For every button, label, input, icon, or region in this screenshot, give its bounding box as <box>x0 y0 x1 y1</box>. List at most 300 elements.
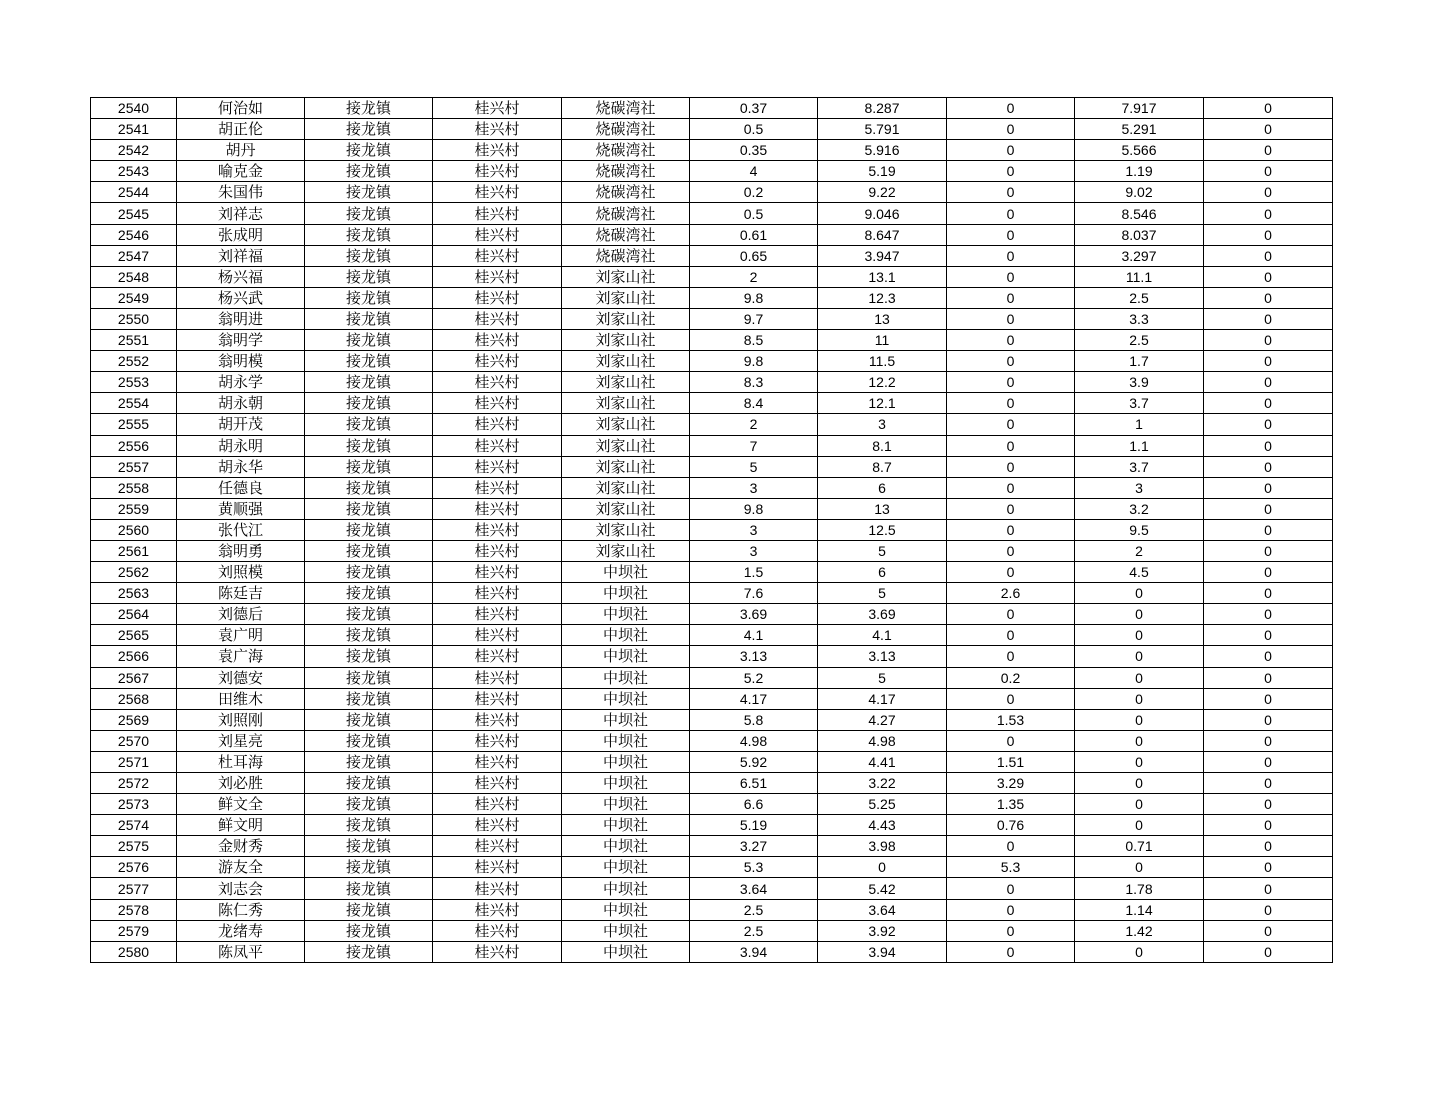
table-row <box>91 604 1333 625</box>
group-cell: 烧碳湾社 <box>562 98 690 119</box>
row-number-cell: 2547 <box>91 245 177 266</box>
value-e-cell: 0 <box>1204 899 1333 920</box>
value-e-cell: 0 <box>1204 540 1333 561</box>
value-c-cell: 0 <box>947 98 1075 119</box>
row-number-cell: 2574 <box>91 815 177 836</box>
table-row <box>91 688 1333 709</box>
town-cell: 接龙镇 <box>305 372 433 393</box>
village-cell: 桂兴村 <box>433 688 562 709</box>
row-number-cell: 2558 <box>91 477 177 498</box>
town-cell: 接龙镇 <box>305 836 433 857</box>
village-cell: 桂兴村 <box>433 646 562 667</box>
value-d-cell: 7.917 <box>1075 98 1204 119</box>
value-a-cell: 3 <box>690 477 818 498</box>
name-cell: 胡正伦 <box>177 119 305 140</box>
table-row <box>91 667 1333 688</box>
value-c-cell: 0 <box>947 330 1075 351</box>
row-number-cell: 2562 <box>91 562 177 583</box>
town-cell: 接龙镇 <box>305 182 433 203</box>
table-row <box>91 562 1333 583</box>
group-cell: 中坝社 <box>562 941 690 962</box>
value-a-cell: 0.37 <box>690 98 818 119</box>
village-cell: 桂兴村 <box>433 140 562 161</box>
value-e-cell: 0 <box>1204 646 1333 667</box>
group-cell: 中坝社 <box>562 730 690 751</box>
value-a-cell: 0.65 <box>690 245 818 266</box>
town-cell: 接龙镇 <box>305 224 433 245</box>
name-cell: 翁明勇 <box>177 540 305 561</box>
value-a-cell: 5.8 <box>690 709 818 730</box>
value-e-cell: 0 <box>1204 456 1333 477</box>
value-c-cell: 0 <box>947 393 1075 414</box>
village-cell: 桂兴村 <box>433 815 562 836</box>
village-cell: 桂兴村 <box>433 182 562 203</box>
table-row <box>91 941 1333 962</box>
name-cell: 陈凤平 <box>177 941 305 962</box>
value-d-cell: 5.566 <box>1075 140 1204 161</box>
value-d-cell: 1.7 <box>1075 351 1204 372</box>
village-cell: 桂兴村 <box>433 477 562 498</box>
value-e-cell: 0 <box>1204 330 1333 351</box>
table-row <box>91 414 1333 435</box>
village-cell: 桂兴村 <box>433 794 562 815</box>
value-e-cell: 0 <box>1204 498 1333 519</box>
value-c-cell: 0 <box>947 203 1075 224</box>
value-c-cell: 0.2 <box>947 667 1075 688</box>
table-row <box>91 646 1333 667</box>
group-cell: 刘家山社 <box>562 435 690 456</box>
value-d-cell: 2 <box>1075 540 1204 561</box>
value-c-cell: 1.35 <box>947 794 1075 815</box>
village-cell: 桂兴村 <box>433 709 562 730</box>
group-cell: 烧碳湾社 <box>562 161 690 182</box>
value-b-cell: 5 <box>818 583 947 604</box>
table-row <box>91 435 1333 456</box>
village-cell: 桂兴村 <box>433 751 562 772</box>
value-e-cell: 0 <box>1204 794 1333 815</box>
town-cell: 接龙镇 <box>305 308 433 329</box>
group-cell: 烧碳湾社 <box>562 245 690 266</box>
data-table <box>90 97 1333 963</box>
value-a-cell: 0.35 <box>690 140 818 161</box>
group-cell: 刘家山社 <box>562 498 690 519</box>
group-cell: 中坝社 <box>562 667 690 688</box>
value-c-cell: 0 <box>947 920 1075 941</box>
table-row <box>91 456 1333 477</box>
value-e-cell: 0 <box>1204 688 1333 709</box>
town-cell: 接龙镇 <box>305 857 433 878</box>
village-cell: 桂兴村 <box>433 330 562 351</box>
village-cell: 桂兴村 <box>433 941 562 962</box>
value-e-cell: 0 <box>1204 393 1333 414</box>
value-b-cell: 0 <box>818 857 947 878</box>
value-d-cell: 1.78 <box>1075 878 1204 899</box>
value-a-cell: 4.17 <box>690 688 818 709</box>
table-row <box>91 583 1333 604</box>
group-cell: 刘家山社 <box>562 287 690 308</box>
value-a-cell: 7 <box>690 435 818 456</box>
name-cell: 刘照刚 <box>177 709 305 730</box>
value-a-cell: 1.5 <box>690 562 818 583</box>
value-b-cell: 4.43 <box>818 815 947 836</box>
table-row <box>91 857 1333 878</box>
value-d-cell: 5.291 <box>1075 119 1204 140</box>
table-row <box>91 351 1333 372</box>
value-a-cell: 3.64 <box>690 878 818 899</box>
value-d-cell: 9.5 <box>1075 519 1204 540</box>
value-d-cell: 0 <box>1075 794 1204 815</box>
town-cell: 接龙镇 <box>305 899 433 920</box>
group-cell: 刘家山社 <box>562 372 690 393</box>
row-number-cell: 2569 <box>91 709 177 730</box>
value-b-cell: 5.19 <box>818 161 947 182</box>
value-c-cell: 0 <box>947 308 1075 329</box>
group-cell: 中坝社 <box>562 836 690 857</box>
name-cell: 张成明 <box>177 224 305 245</box>
value-e-cell: 0 <box>1204 119 1333 140</box>
value-b-cell: 4.41 <box>818 751 947 772</box>
village-cell: 桂兴村 <box>433 604 562 625</box>
value-e-cell: 0 <box>1204 140 1333 161</box>
village-cell: 桂兴村 <box>433 203 562 224</box>
value-e-cell: 0 <box>1204 604 1333 625</box>
group-cell: 刘家山社 <box>562 351 690 372</box>
value-c-cell: 0 <box>947 287 1075 308</box>
table-row <box>91 773 1333 794</box>
value-e-cell: 0 <box>1204 224 1333 245</box>
value-e-cell: 0 <box>1204 836 1333 857</box>
village-cell: 桂兴村 <box>433 287 562 308</box>
group-cell: 烧碳湾社 <box>562 224 690 245</box>
name-cell: 杜耳海 <box>177 751 305 772</box>
value-a-cell: 5.92 <box>690 751 818 772</box>
value-a-cell: 0.2 <box>690 182 818 203</box>
value-b-cell: 5.42 <box>818 878 947 899</box>
village-cell: 桂兴村 <box>433 119 562 140</box>
table-row <box>91 751 1333 772</box>
town-cell: 接龙镇 <box>305 477 433 498</box>
name-cell: 龙绪寿 <box>177 920 305 941</box>
group-cell: 刘家山社 <box>562 456 690 477</box>
value-b-cell: 8.647 <box>818 224 947 245</box>
group-cell: 中坝社 <box>562 583 690 604</box>
group-cell: 刘家山社 <box>562 477 690 498</box>
value-b-cell: 11.5 <box>818 351 947 372</box>
row-number-cell: 2548 <box>91 266 177 287</box>
value-e-cell: 0 <box>1204 287 1333 308</box>
value-b-cell: 6 <box>818 562 947 583</box>
group-cell: 中坝社 <box>562 709 690 730</box>
table-row <box>91 98 1333 119</box>
value-a-cell: 8.5 <box>690 330 818 351</box>
value-a-cell: 2.5 <box>690 899 818 920</box>
town-cell: 接龙镇 <box>305 435 433 456</box>
table-row <box>91 730 1333 751</box>
value-b-cell: 12.1 <box>818 393 947 414</box>
row-number-cell: 2556 <box>91 435 177 456</box>
value-a-cell: 4 <box>690 161 818 182</box>
town-cell: 接龙镇 <box>305 920 433 941</box>
value-b-cell: 12.2 <box>818 372 947 393</box>
value-b-cell: 3.947 <box>818 245 947 266</box>
value-c-cell: 0 <box>947 899 1075 920</box>
name-cell: 胡永明 <box>177 435 305 456</box>
name-cell: 刘必胜 <box>177 773 305 794</box>
name-cell: 胡开茂 <box>177 414 305 435</box>
value-e-cell: 0 <box>1204 751 1333 772</box>
town-cell: 接龙镇 <box>305 730 433 751</box>
value-e-cell: 0 <box>1204 477 1333 498</box>
village-cell: 桂兴村 <box>433 562 562 583</box>
table-row <box>91 519 1333 540</box>
value-d-cell: 1.42 <box>1075 920 1204 941</box>
row-number-cell: 2560 <box>91 519 177 540</box>
town-cell: 接龙镇 <box>305 625 433 646</box>
group-cell: 中坝社 <box>562 899 690 920</box>
town-cell: 接龙镇 <box>305 794 433 815</box>
group-cell: 烧碳湾社 <box>562 182 690 203</box>
row-number-cell: 2580 <box>91 941 177 962</box>
town-cell: 接龙镇 <box>305 562 433 583</box>
value-e-cell: 0 <box>1204 667 1333 688</box>
group-cell: 中坝社 <box>562 857 690 878</box>
row-number-cell: 2546 <box>91 224 177 245</box>
value-e-cell: 0 <box>1204 773 1333 794</box>
value-b-cell: 4.17 <box>818 688 947 709</box>
value-e-cell: 0 <box>1204 98 1333 119</box>
town-cell: 接龙镇 <box>305 667 433 688</box>
value-d-cell: 0 <box>1075 688 1204 709</box>
name-cell: 朱国伟 <box>177 182 305 203</box>
village-cell: 桂兴村 <box>433 540 562 561</box>
town-cell: 接龙镇 <box>305 709 433 730</box>
value-d-cell: 1 <box>1075 414 1204 435</box>
value-c-cell: 0 <box>947 498 1075 519</box>
value-c-cell: 0 <box>947 351 1075 372</box>
table-row <box>91 836 1333 857</box>
name-cell: 黄顺强 <box>177 498 305 519</box>
village-cell: 桂兴村 <box>433 878 562 899</box>
value-a-cell: 3.13 <box>690 646 818 667</box>
value-b-cell: 5 <box>818 540 947 561</box>
value-e-cell: 0 <box>1204 351 1333 372</box>
value-c-cell: 0 <box>947 540 1075 561</box>
village-cell: 桂兴村 <box>433 456 562 477</box>
table-row <box>91 330 1333 351</box>
value-e-cell: 0 <box>1204 266 1333 287</box>
group-cell: 中坝社 <box>562 815 690 836</box>
town-cell: 接龙镇 <box>305 498 433 519</box>
value-e-cell: 0 <box>1204 182 1333 203</box>
value-e-cell: 0 <box>1204 709 1333 730</box>
town-cell: 接龙镇 <box>305 203 433 224</box>
name-cell: 喻克金 <box>177 161 305 182</box>
value-b-cell: 4.1 <box>818 625 947 646</box>
table-row <box>91 203 1333 224</box>
value-c-cell: 0 <box>947 519 1075 540</box>
town-cell: 接龙镇 <box>305 456 433 477</box>
value-e-cell: 0 <box>1204 583 1333 604</box>
row-number-cell: 2575 <box>91 836 177 857</box>
value-d-cell: 9.02 <box>1075 182 1204 203</box>
village-cell: 桂兴村 <box>433 920 562 941</box>
value-c-cell: 0 <box>947 562 1075 583</box>
name-cell: 袁广海 <box>177 646 305 667</box>
table-body <box>91 98 1333 963</box>
village-cell: 桂兴村 <box>433 857 562 878</box>
name-cell: 胡丹 <box>177 140 305 161</box>
table-row <box>91 709 1333 730</box>
value-b-cell: 5.791 <box>818 119 947 140</box>
table-row <box>91 477 1333 498</box>
village-cell: 桂兴村 <box>433 667 562 688</box>
name-cell: 刘德安 <box>177 667 305 688</box>
value-d-cell: 1.19 <box>1075 161 1204 182</box>
value-d-cell: 8.546 <box>1075 203 1204 224</box>
value-d-cell: 1.14 <box>1075 899 1204 920</box>
value-a-cell: 9.8 <box>690 287 818 308</box>
value-d-cell: 3.9 <box>1075 372 1204 393</box>
village-cell: 桂兴村 <box>433 266 562 287</box>
value-a-cell: 6.6 <box>690 794 818 815</box>
row-number-cell: 2553 <box>91 372 177 393</box>
row-number-cell: 2549 <box>91 287 177 308</box>
value-d-cell: 0 <box>1075 709 1204 730</box>
village-cell: 桂兴村 <box>433 730 562 751</box>
value-b-cell: 5 <box>818 667 947 688</box>
value-e-cell: 0 <box>1204 878 1333 899</box>
value-b-cell: 3.94 <box>818 941 947 962</box>
village-cell: 桂兴村 <box>433 435 562 456</box>
group-cell: 中坝社 <box>562 751 690 772</box>
group-cell: 刘家山社 <box>562 266 690 287</box>
town-cell: 接龙镇 <box>305 287 433 308</box>
group-cell: 中坝社 <box>562 773 690 794</box>
row-number-cell: 2579 <box>91 920 177 941</box>
row-number-cell: 2559 <box>91 498 177 519</box>
table-row <box>91 498 1333 519</box>
value-d-cell: 3.297 <box>1075 245 1204 266</box>
value-c-cell: 0 <box>947 688 1075 709</box>
village-cell: 桂兴村 <box>433 625 562 646</box>
value-c-cell: 1.53 <box>947 709 1075 730</box>
value-a-cell: 9.8 <box>690 351 818 372</box>
value-a-cell: 2 <box>690 414 818 435</box>
value-b-cell: 3.69 <box>818 604 947 625</box>
table-row <box>91 119 1333 140</box>
table-row <box>91 878 1333 899</box>
village-cell: 桂兴村 <box>433 224 562 245</box>
village-cell: 桂兴村 <box>433 498 562 519</box>
village-cell: 桂兴村 <box>433 372 562 393</box>
group-cell: 中坝社 <box>562 625 690 646</box>
name-cell: 任德良 <box>177 477 305 498</box>
value-d-cell: 0 <box>1075 646 1204 667</box>
name-cell: 刘星亮 <box>177 730 305 751</box>
village-cell: 桂兴村 <box>433 393 562 414</box>
value-d-cell: 0 <box>1075 857 1204 878</box>
group-cell: 烧碳湾社 <box>562 119 690 140</box>
value-d-cell: 0 <box>1075 583 1204 604</box>
value-c-cell: 0 <box>947 646 1075 667</box>
value-a-cell: 2 <box>690 266 818 287</box>
value-e-cell: 0 <box>1204 519 1333 540</box>
name-cell: 刘照模 <box>177 562 305 583</box>
village-cell: 桂兴村 <box>433 899 562 920</box>
value-b-cell: 6 <box>818 477 947 498</box>
table-row <box>91 540 1333 561</box>
value-c-cell: 0 <box>947 730 1075 751</box>
value-e-cell: 0 <box>1204 245 1333 266</box>
name-cell: 杨兴福 <box>177 266 305 287</box>
value-c-cell: 0 <box>947 836 1075 857</box>
value-d-cell: 3.7 <box>1075 456 1204 477</box>
row-number-cell: 2564 <box>91 604 177 625</box>
name-cell: 田维木 <box>177 688 305 709</box>
name-cell: 翁明模 <box>177 351 305 372</box>
name-cell: 鲜文明 <box>177 815 305 836</box>
value-b-cell: 5.916 <box>818 140 947 161</box>
table-row <box>91 161 1333 182</box>
town-cell: 接龙镇 <box>305 815 433 836</box>
value-c-cell: 0.76 <box>947 815 1075 836</box>
town-cell: 接龙镇 <box>305 140 433 161</box>
row-number-cell: 2561 <box>91 540 177 561</box>
table-row <box>91 794 1333 815</box>
name-cell: 何治如 <box>177 98 305 119</box>
value-b-cell: 3.22 <box>818 773 947 794</box>
town-cell: 接龙镇 <box>305 688 433 709</box>
village-cell: 桂兴村 <box>433 245 562 266</box>
row-number-cell: 2557 <box>91 456 177 477</box>
value-e-cell: 0 <box>1204 857 1333 878</box>
name-cell: 胡永华 <box>177 456 305 477</box>
value-d-cell: 0 <box>1075 730 1204 751</box>
value-d-cell: 0 <box>1075 815 1204 836</box>
value-e-cell: 0 <box>1204 161 1333 182</box>
row-number-cell: 2566 <box>91 646 177 667</box>
table-row <box>91 182 1333 203</box>
value-c-cell: 0 <box>947 140 1075 161</box>
town-cell: 接龙镇 <box>305 330 433 351</box>
value-e-cell: 0 <box>1204 562 1333 583</box>
name-cell: 张代江 <box>177 519 305 540</box>
name-cell: 袁广明 <box>177 625 305 646</box>
town-cell: 接龙镇 <box>305 540 433 561</box>
village-cell: 桂兴村 <box>433 519 562 540</box>
table-row <box>91 308 1333 329</box>
name-cell: 陈仁秀 <box>177 899 305 920</box>
group-cell: 刘家山社 <box>562 519 690 540</box>
value-b-cell: 12.3 <box>818 287 947 308</box>
group-cell: 刘家山社 <box>562 393 690 414</box>
value-e-cell: 0 <box>1204 414 1333 435</box>
value-a-cell: 8.3 <box>690 372 818 393</box>
value-e-cell: 0 <box>1204 920 1333 941</box>
value-b-cell: 4.98 <box>818 730 947 751</box>
value-c-cell: 1.51 <box>947 751 1075 772</box>
row-number-cell: 2572 <box>91 773 177 794</box>
town-cell: 接龙镇 <box>305 519 433 540</box>
name-cell: 刘志会 <box>177 878 305 899</box>
row-number-cell: 2573 <box>91 794 177 815</box>
value-c-cell: 0 <box>947 625 1075 646</box>
village-cell: 桂兴村 <box>433 351 562 372</box>
town-cell: 接龙镇 <box>305 878 433 899</box>
value-d-cell: 0 <box>1075 625 1204 646</box>
group-cell: 烧碳湾社 <box>562 203 690 224</box>
name-cell: 刘祥志 <box>177 203 305 224</box>
